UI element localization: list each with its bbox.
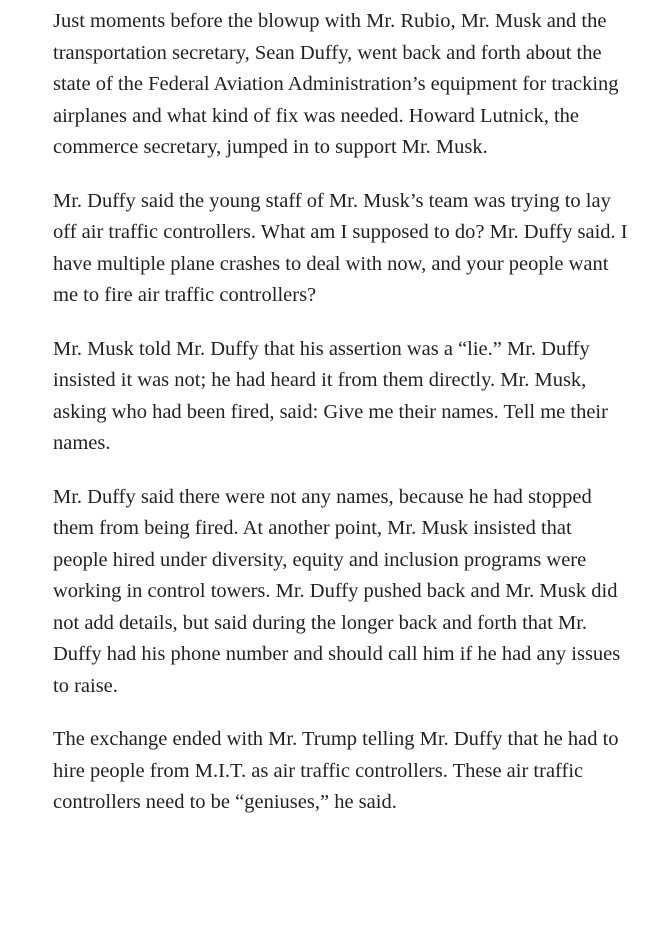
article-paragraph: Mr. Musk told Mr. Duffy that his assertion was a “lie.” Mr. Duffy insisted it was not; he had heard it from them directly. Mr. Musk, asking who had been fired, said: Give me their names. Tell me their names. bbox=[53, 337, 608, 454]
article-paragraph: The exchange ended with Mr. Trump telling Mr. Duffy that he had to hire people from M.I.T. as air traffic controllers. These air traffic controllers need to be “geniuses,” he said. bbox=[53, 728, 619, 813]
article-paragraph: Mr. Duffy said there were not any names, because he had stopped them from being fired. At another point, Mr. Musk insisted that people hired under diversity, equity and inclusion programs were working in control towers. Mr. Duffy pushed back and Mr. Musk did not add details, but said during the longer back and forth that Mr. Duffy had his phone number and should call him if he had any issues to raise. bbox=[53, 485, 621, 697]
article-paragraph: Just moments before the blowup with Mr. Rubio, Mr. Musk and the transportation secretary, Sean Duffy, went back and forth about the state of the Federal Aviation Administration’s equipment for tracking airplanes and what kind of fix was needed. Howard Lutnick, the commerce secretary, jumped in to support Mr. Musk. bbox=[53, 10, 619, 158]
article-paragraph: Mr. Duffy said the young staff of Mr. Musk’s team was trying to lay off air traffic controllers. What am I supposed to do? Mr. Duffy said. I have multiple plane crashes to deal with now, and your people want me to fire air traffic controllers? bbox=[53, 189, 628, 306]
article-body bbox=[53, 6, 628, 819]
